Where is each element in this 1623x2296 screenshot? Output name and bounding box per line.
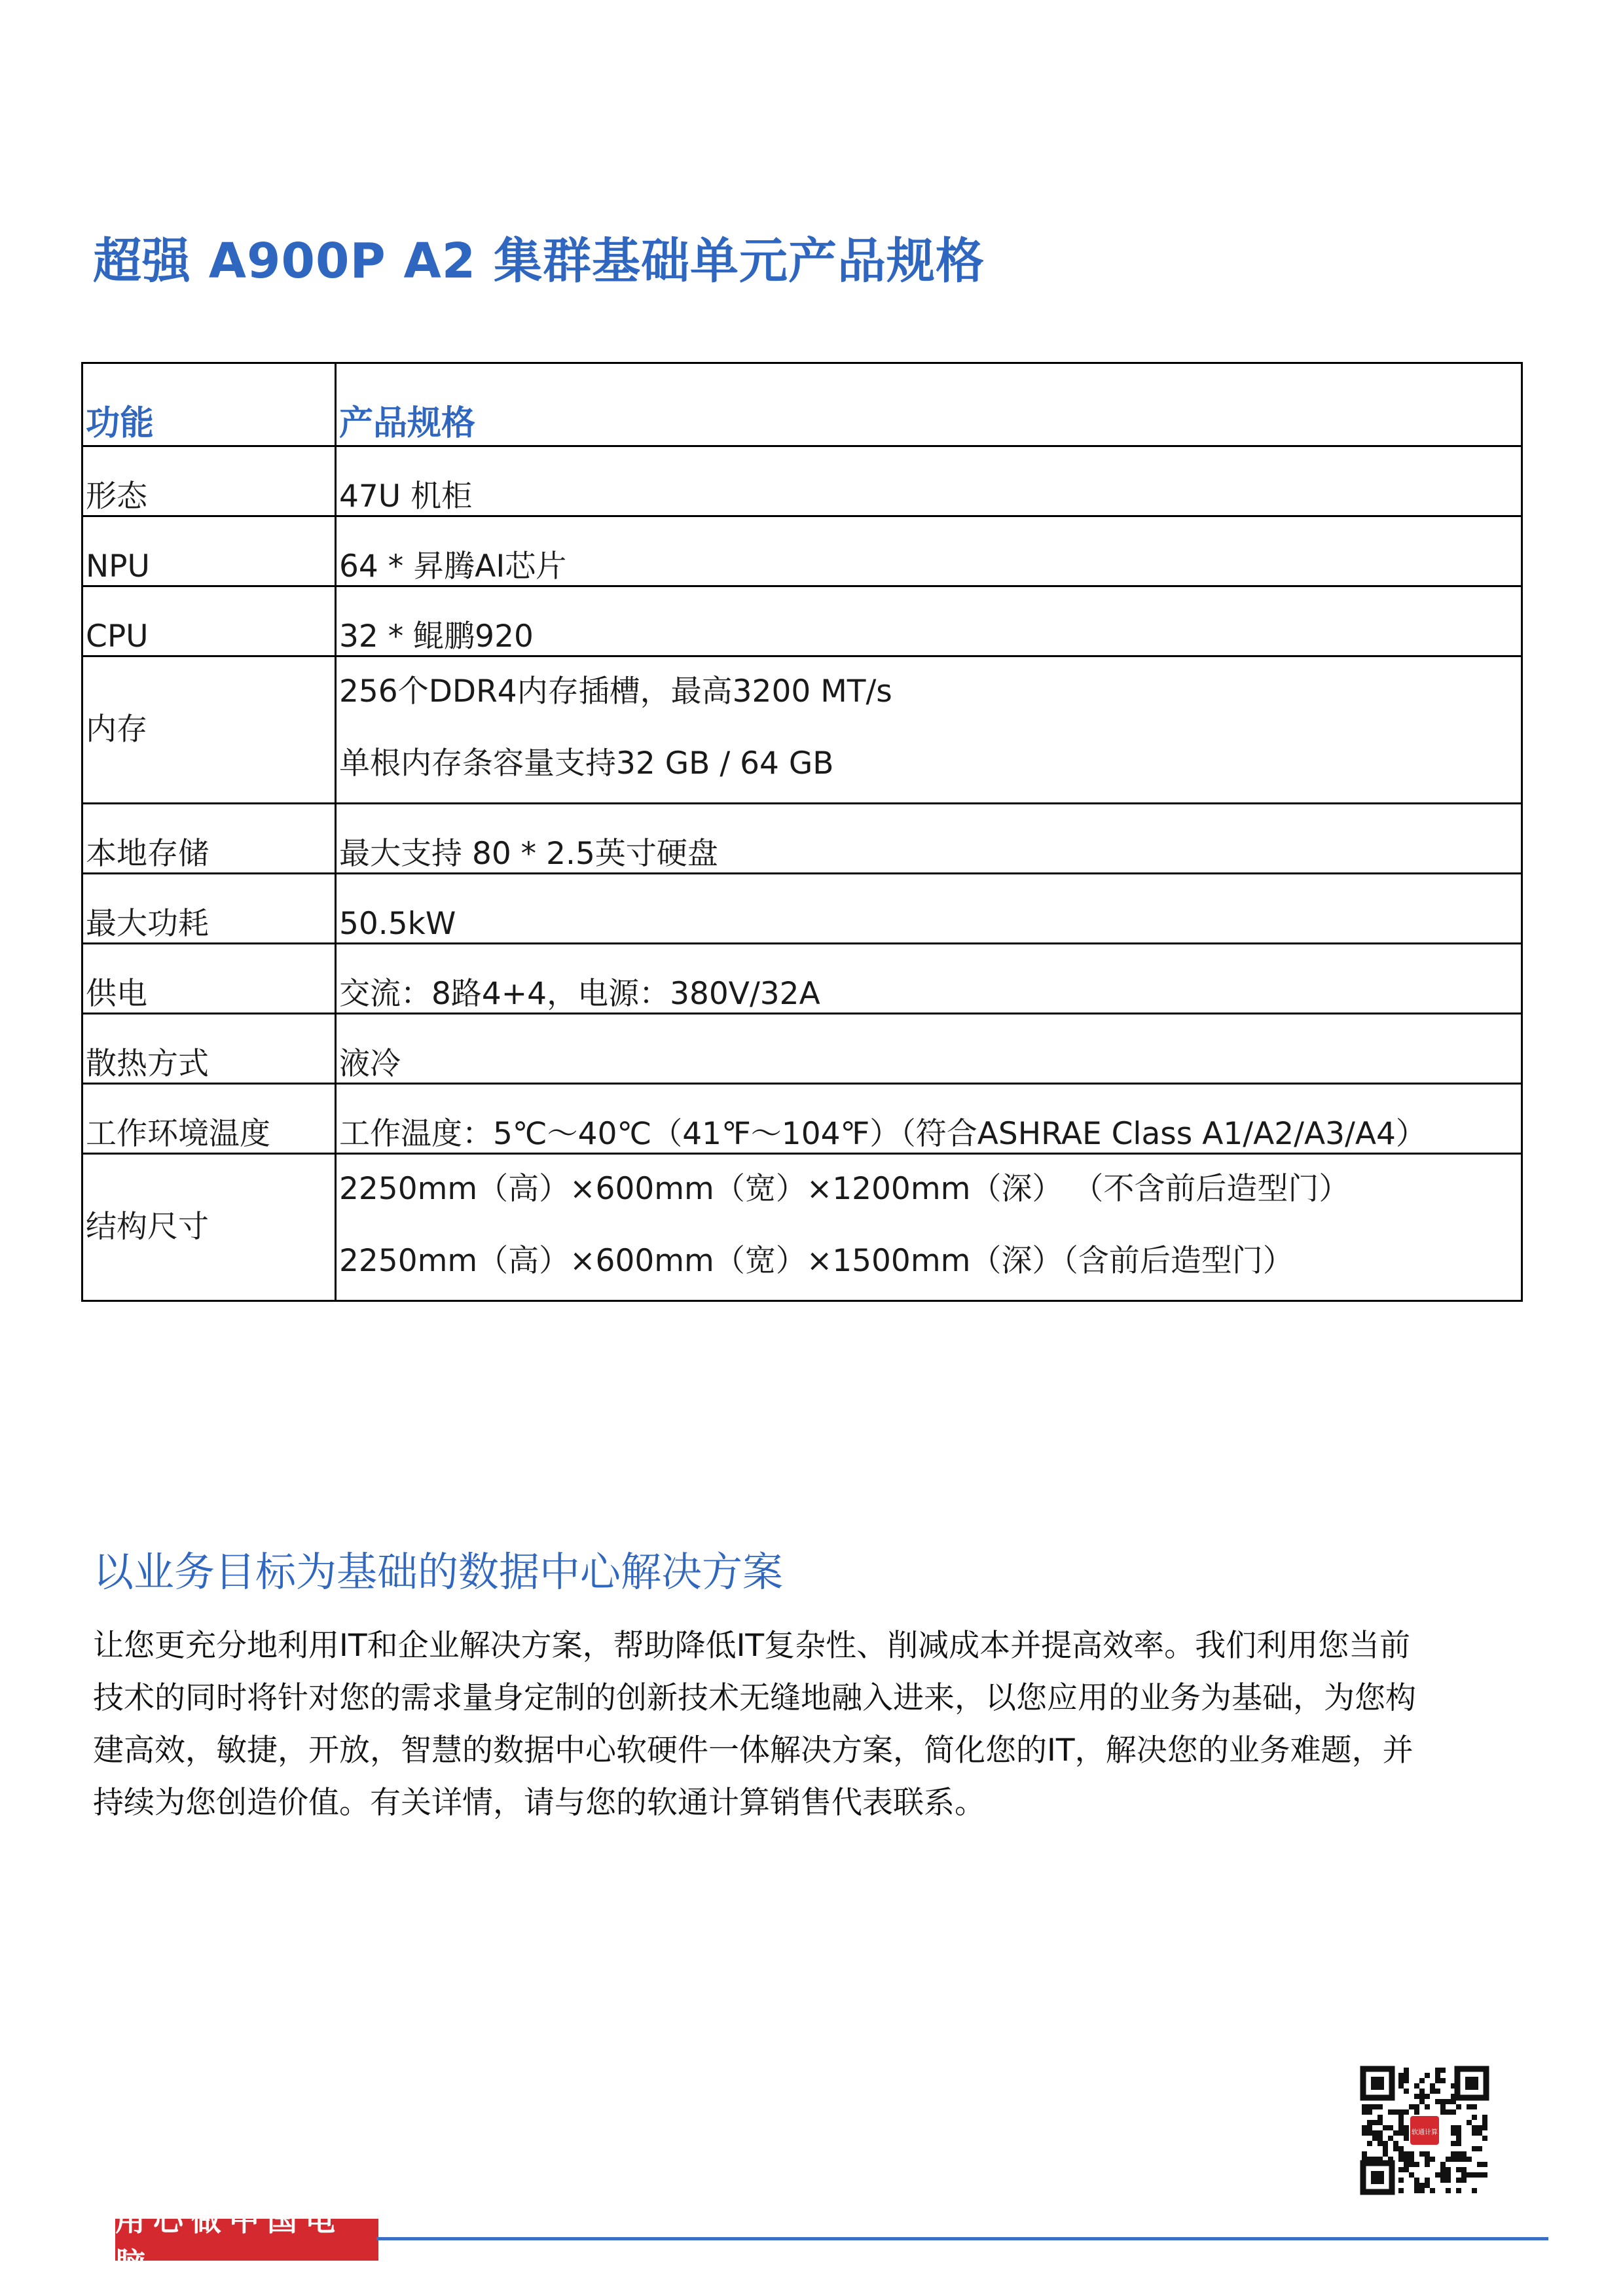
paragraph-line: 技术的同时将针对您的需求量身定制的创新技术无缝地融入进来，以您应用的业务为基础，为您构: [93, 1680, 1416, 1716]
paragraph-line: 建高效，敏捷，开放，智慧的数据中心软硬件一体解决方案，简化您的IT，解决您的业务难题，并: [93, 1732, 1413, 1768]
table-row: [82, 804, 1522, 874]
table-row: [82, 586, 1522, 656]
qr-center-label: 软通计算: [1412, 2129, 1438, 2136]
spec-line: 最大支持 80 * 2.5英寸硬盘: [339, 836, 718, 872]
feature-cell: 供电: [82, 944, 336, 1014]
table-row: [82, 656, 1522, 804]
table-row: [82, 944, 1522, 1014]
spec-cell: [336, 1084, 1522, 1154]
qr-code-icon: [1359, 2065, 1490, 2196]
header-feature: 功能: [82, 363, 336, 446]
spec-cell: [336, 1154, 1522, 1301]
spec-cell: [336, 656, 1522, 804]
spec-cell: [336, 516, 1522, 586]
table-row: [82, 1154, 1522, 1301]
table-row: [82, 874, 1522, 944]
feature-cell: 内存: [82, 656, 336, 804]
table-row: [82, 1084, 1522, 1154]
spec-table: [81, 362, 1523, 1302]
header-spec: 产品规格: [336, 363, 1522, 446]
spec-line: 32 * 鲲鹏920: [339, 619, 534, 655]
feature-cell: NPU: [82, 516, 336, 586]
feature-cell: 结构尺寸: [82, 1154, 336, 1301]
table-row: [82, 1014, 1522, 1084]
table-row: [82, 516, 1522, 586]
spec-line: 47U 机柜: [339, 478, 473, 515]
spec-cell: [336, 874, 1522, 944]
spec-cell: [336, 446, 1522, 516]
page-title: 超强 A900P A2 集群基础单元产品规格: [93, 233, 985, 289]
feature-cell: CPU: [82, 586, 336, 656]
table-row: [82, 446, 1522, 516]
spec-line: 2250mm（高）×600mm（宽）×1200mm（深） （不含前后造型门）: [339, 1171, 1350, 1207]
spec-line: 2250mm（高）×600mm（宽）×1500mm（深）（含前后造型门）: [339, 1243, 1294, 1279]
paragraph-line: 持续为您创造价值。有关详情，请与您的软通计算销售代表联系。: [93, 1785, 985, 1821]
section-paragraph: [93, 1620, 1520, 1829]
paragraph-line: 让您更充分地利用IT和企业解决方案，帮助降低IT复杂性、削减成本并提高效率。我们利用您当前: [93, 1628, 1411, 1664]
spec-line: 工作温度：5℃～40℃（41℉～104℉）（符合ASHRAE Class A1/A2/A3/A4）: [339, 1116, 1427, 1153]
spec-cell: [336, 804, 1522, 874]
spec-line: 液冷: [339, 1046, 401, 1083]
brand-logo: 用心做中国电脑: [115, 2219, 378, 2261]
feature-cell: 形态: [82, 446, 336, 516]
spec-line: 单根内存条容量支持32 GB / 64 GB: [339, 745, 834, 781]
feature-cell: 散热方式: [82, 1014, 336, 1084]
footer-divider: [376, 2237, 1548, 2240]
spec-cell: [336, 1014, 1522, 1084]
feature-cell: 工作环境温度: [82, 1084, 336, 1154]
spec-line: 256个DDR4内存插槽，最高3200 MT/s: [339, 673, 892, 709]
feature-cell: 本地存储: [82, 804, 336, 874]
spec-cell: [336, 944, 1522, 1014]
spec-line: 64 * 昇腾AI芯片: [339, 548, 567, 585]
feature-cell: 最大功耗: [82, 874, 336, 944]
spec-line: 交流：8路4+4，电源：380V/32A: [339, 976, 820, 1013]
table-header-row: [82, 363, 1522, 446]
section-title: 以业务目标为基础的数据中心解决方案: [93, 1548, 784, 1596]
spec-cell: [336, 586, 1522, 656]
spec-line: 50.5kW: [339, 906, 456, 942]
